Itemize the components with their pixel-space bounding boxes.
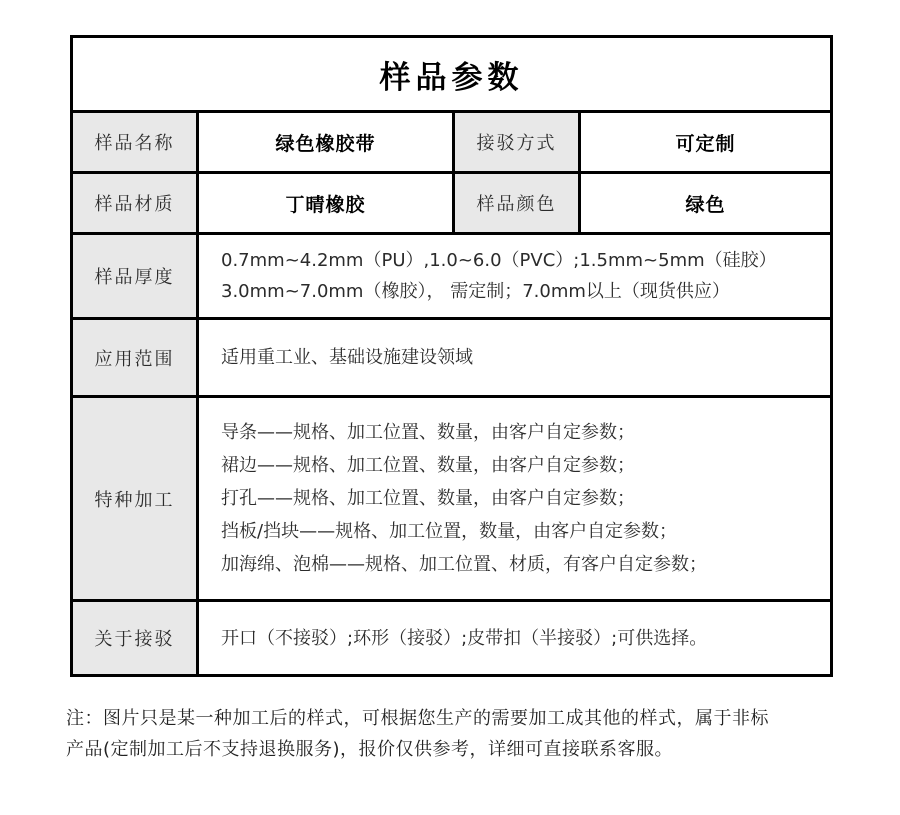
table-row xyxy=(72,319,832,397)
application-range-value xyxy=(198,319,832,397)
sample-material-label: 样品材质 xyxy=(72,173,198,234)
special-processing-line: 导条——规格、加工位置、数量，由客户自定参数； xyxy=(221,422,635,443)
sample-name-label: 样品名称 xyxy=(72,112,198,173)
sample-color-value: 绿色 xyxy=(580,173,832,234)
table-row xyxy=(72,601,832,676)
special-processing-label: 特种加工 xyxy=(72,397,198,601)
connection-method-value: 可定制 xyxy=(580,112,832,173)
special-processing-value xyxy=(198,397,832,601)
about-connection-label: 关于接驳 xyxy=(72,601,198,676)
thickness-line: 3.0mm~7.0mm（橡胶）， 需定制；7.0mm以上（现货供应） xyxy=(221,281,730,302)
special-processing-line: 裙边——规格、加工位置、数量，由客户自定参数； xyxy=(221,455,635,476)
footer-note-line: 注：图片只是某一种加工后的样式，可根据您生产的需要加工成其他的样式，属于非标 xyxy=(66,708,769,729)
sample-thickness-value xyxy=(198,234,832,319)
sample-color-label: 样品颜色 xyxy=(454,173,580,234)
footer-note xyxy=(66,703,856,765)
application-range-label: 应用范围 xyxy=(72,319,198,397)
thickness-line: 0.7mm~4.2mm（PU）,1.0~6.0（PVC）;1.5mm~5mm（硅胶） xyxy=(221,250,777,271)
table-row xyxy=(72,234,832,319)
table-row xyxy=(72,173,832,234)
title-row xyxy=(72,37,832,112)
page-title: 样品参数 xyxy=(72,37,832,112)
about-connection-value xyxy=(198,601,832,676)
about-connection-line: 开口（不接驳）;环形（接驳）;皮带扣（半接驳）;可供选择。 xyxy=(221,627,708,649)
connection-method-label: 接驳方式 xyxy=(454,112,580,173)
sample-thickness-label: 样品厚度 xyxy=(72,234,198,319)
sample-name-value: 绿色橡胶带 xyxy=(198,112,454,173)
special-processing-line: 挡板/挡块——规格、加工位置，数量，由客户自定参数； xyxy=(221,521,678,542)
sample-material-value: 丁晴橡胶 xyxy=(198,173,454,234)
special-processing-line: 加海绵、泡棉——规格、加工位置、材质，有客户自定参数； xyxy=(221,554,707,575)
table-row xyxy=(72,397,832,601)
footer-note-line: 产品(定制加工后不支持退换服务)，报价仅供参考，详细可直接联系客服。 xyxy=(66,739,674,760)
application-line: 适用重工业、基础设施建设领域 xyxy=(221,347,473,368)
special-processing-line: 打孔——规格、加工位置、数量，由客户自定参数； xyxy=(221,488,635,509)
table-row xyxy=(72,112,832,173)
spec-table xyxy=(70,35,833,677)
